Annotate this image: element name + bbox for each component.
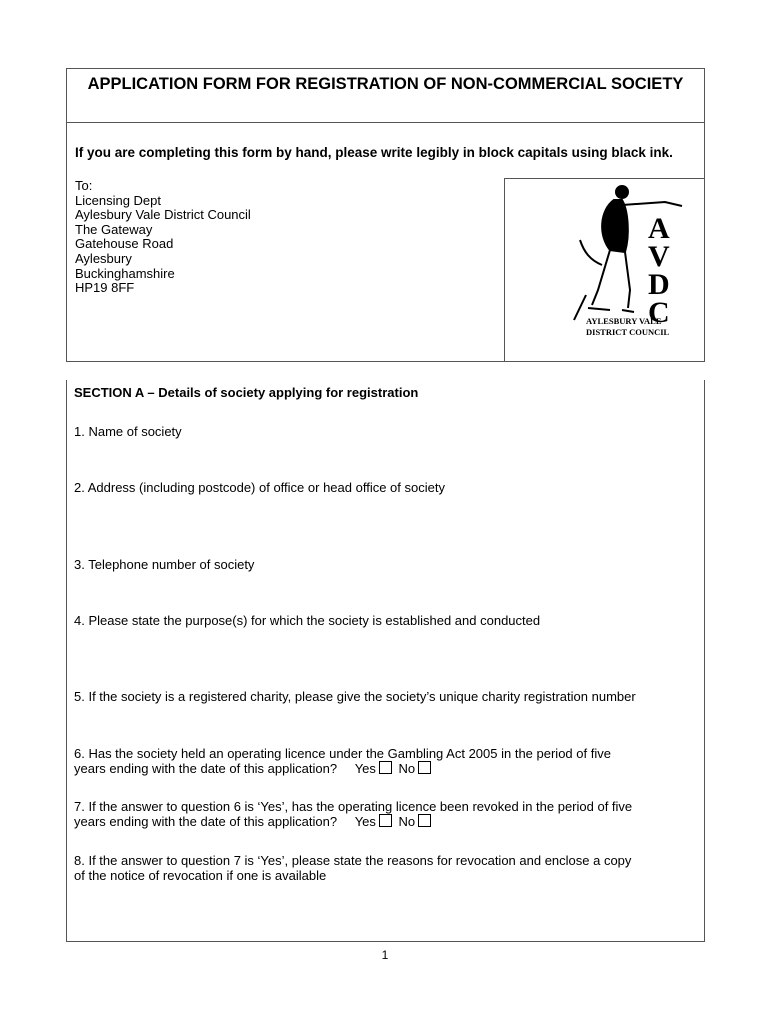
question-2: 2. Address (including postcode) of office or head office of society (74, 480, 445, 495)
question-8 (74, 853, 631, 883)
question-4: 4. Please state the purpose(s) for which the society is established and conducted (74, 613, 541, 628)
avdc-logo (570, 180, 690, 345)
q7-yes-checkbox[interactable] (379, 814, 392, 827)
question-7 (74, 799, 632, 829)
address-line: Aylesbury Vale District Council (75, 207, 251, 223)
question-6-text: years ending with the date of this application? (74, 761, 338, 776)
q6-yes-label: Yes (354, 761, 376, 776)
logo-caption-line2: DISTRICT COUNCIL (586, 327, 670, 337)
instruction-text: If you are completing this form by hand, please write legibly in block capitals using black ink. (75, 145, 673, 160)
question-7-text: years ending with the date of this application? (74, 814, 338, 829)
question-8-line2: of the notice of revocation if one is available (74, 868, 327, 883)
logo-cell-top-border (504, 178, 705, 179)
q6-yes-checkbox[interactable] (379, 761, 392, 774)
address-block (75, 179, 251, 296)
question-7-line1: 7. If the answer to question 6 is ‘Yes’, has the operating licence been revoked in the period of five (74, 799, 633, 814)
logo-letter-v: V (648, 240, 670, 273)
address-line: HP19 8FF (75, 280, 135, 296)
form-title: APPLICATION FORM FOR REGISTRATION OF NON-COMMERCIAL SOCIETY (87, 75, 684, 93)
page-number: 1 (381, 948, 389, 962)
question-8-line1: 8. If the answer to question 7 is ‘Yes’, please state the reasons for revocation and enclose a copy (74, 853, 632, 868)
address-line: Licensing Dept (75, 192, 161, 208)
logo-caption-line1: AYLESBURY VALE (586, 316, 662, 326)
address-line: Aylesbury (75, 250, 132, 266)
q7-no-checkbox[interactable] (418, 814, 431, 827)
question-5: 5. If the society is a registered charity, please give the society’s unique charity registration number (74, 689, 636, 704)
logo-letter-c: C (648, 296, 670, 329)
q6-no-checkbox[interactable] (418, 761, 431, 774)
title-box (66, 68, 705, 123)
question-3: 3. Telephone number of society (74, 557, 255, 572)
q7-yes-label: Yes (354, 814, 376, 829)
question-6-line2 (74, 761, 611, 776)
address-line: The Gateway (75, 221, 153, 237)
question-7-line2 (74, 814, 632, 829)
address-line: Buckinghamshire (75, 265, 175, 281)
logo-letter-d: D (648, 268, 670, 301)
q7-no-label: No (398, 814, 416, 829)
question-6-line1: 6. Has the society held an operating licence under the Gambling Act 2005 in the period of five (74, 746, 611, 761)
section-a-heading: SECTION A – Details of society applying for registration (74, 385, 419, 400)
address-line: To: (75, 178, 93, 193)
q6-no-label: No (398, 761, 416, 776)
logo-letter-a: A (648, 212, 670, 245)
question-6 (74, 746, 611, 776)
address-line: Gatehouse Road (75, 236, 174, 252)
address-divider (504, 178, 505, 362)
question-1: 1. Name of society (74, 424, 182, 439)
